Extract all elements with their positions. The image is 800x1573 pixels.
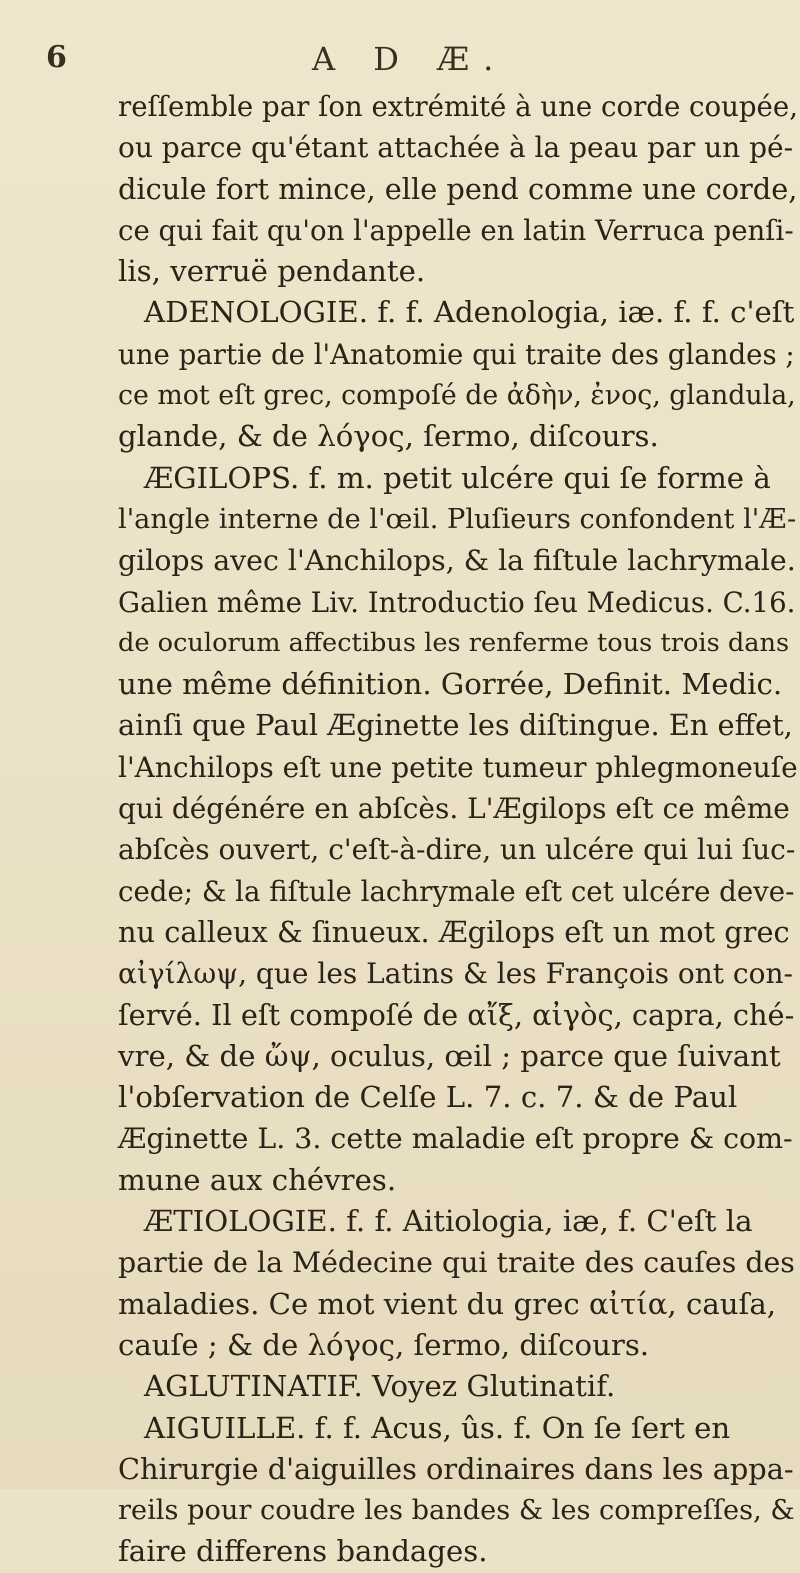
body-text: [118, 86, 798, 1573]
text-line: de oculorum affectibus les renferme tous trois dans: [118, 627, 790, 658]
text-line: glande, & de λόγος, ſermo, diſcours.: [118, 419, 659, 454]
text-line: ſervé. Il eſt compoſé de αἴξ, αἰγὸς, capra, ché-: [118, 997, 795, 1032]
text-line: cauſe ; & de λόγος, ſermo, diſcours.: [118, 1327, 650, 1362]
text-line: ainſi que Paul Æginette les diſtingue. En effet,: [118, 708, 793, 743]
text-line: ÆGILOPS. f. m. petit ulcére qui ſe forme à: [144, 460, 771, 495]
running-head: A D Æ.: [312, 40, 508, 78]
text-line: une même définition. Gorrée, Definit. Medic.: [118, 667, 783, 702]
text-line: reils pour coudre les bandes & les compreſſes, &: [118, 1495, 795, 1527]
page-header: [0, 40, 800, 80]
page-number: 6: [46, 40, 67, 75]
text-line: mune aux chévres.: [118, 1162, 397, 1197]
text-line: faire differens bandages.: [118, 1534, 488, 1569]
text-line: ce qui fait qu'on l'appelle en latin Verruca penſi-: [118, 213, 794, 247]
text-line: ce mot eſt grec, compoſé de ἀδὴν, ἐνος, glandula,: [118, 380, 796, 412]
text-line: Æginette L. 3. cette maladie eſt propre & com-: [118, 1122, 793, 1156]
text-line: dicule fort mince, elle pend comme une corde,: [118, 171, 798, 206]
text-line: ou parce qu'étant attachée à la peau par un pé-: [118, 131, 794, 165]
text-line: Galien même Liv. Introductio ſeu Medicus. C.16.: [118, 585, 796, 619]
text-line: AIGUILLE. f. f. Acus, ûs. f. On ſe ſert en: [144, 1410, 731, 1445]
text-line: cede; & la fiſtule lachrymale eſt cet ulcére deve-: [118, 874, 795, 908]
text-line: ÆTIOLOGIE. f. f. Aitiologia, iæ, f. C'eſt la: [144, 1204, 753, 1239]
text-line: qui dégénére en abſcès. L'Ægilops eſt ce même: [118, 792, 790, 826]
text-line: αἰγίλωψ, que les Latins & les François ont con-: [118, 957, 793, 991]
text-line: lis, verruë pendante.: [118, 254, 426, 289]
text-line: Chirurgie d'aiguilles ordinaires dans les appa-: [118, 1451, 794, 1486]
text-line: l'angle interne de l'œil. Pluſieurs confondent l'Æ-: [118, 503, 797, 535]
text-line: nu calleux & ſinueux. Ægilops eſt un mot grec: [118, 914, 790, 949]
text-line: AGLUTINATIF. Voyez Glutinatif.: [144, 1369, 616, 1404]
text-line: ADENOLOGIE. f. f. Adenologia, iæ. f. f. c'eſt: [144, 295, 795, 330]
text-line: vre, & de ὤψ, oculus, œil ; parce que ſuivant: [118, 1038, 781, 1073]
text-line: l'obſervation de Celſe L. 7. c. 7. & de Paul: [118, 1080, 738, 1115]
text-line: une partie de l'Anatomie qui traite des glandes ;: [118, 337, 795, 371]
text-line: partie de la Médecine qui traite des cauſes des: [118, 1246, 795, 1280]
text-line: maladies. Ce mot vient du grec αἰτία, cauſa,: [118, 1286, 777, 1321]
text-line: gilops avec l'Anchilops, & la fiſtule lachrymale.: [118, 544, 796, 578]
text-line: abſcès ouvert, c'eſt-à-dire, un ulcére qui lui ſuc-: [118, 833, 796, 867]
text-line: reſſemble par ſon extrémité à une corde coupée,: [118, 90, 798, 123]
text-line: l'Anchilops eſt une petite tumeur phlegmoneuſe: [118, 750, 798, 784]
